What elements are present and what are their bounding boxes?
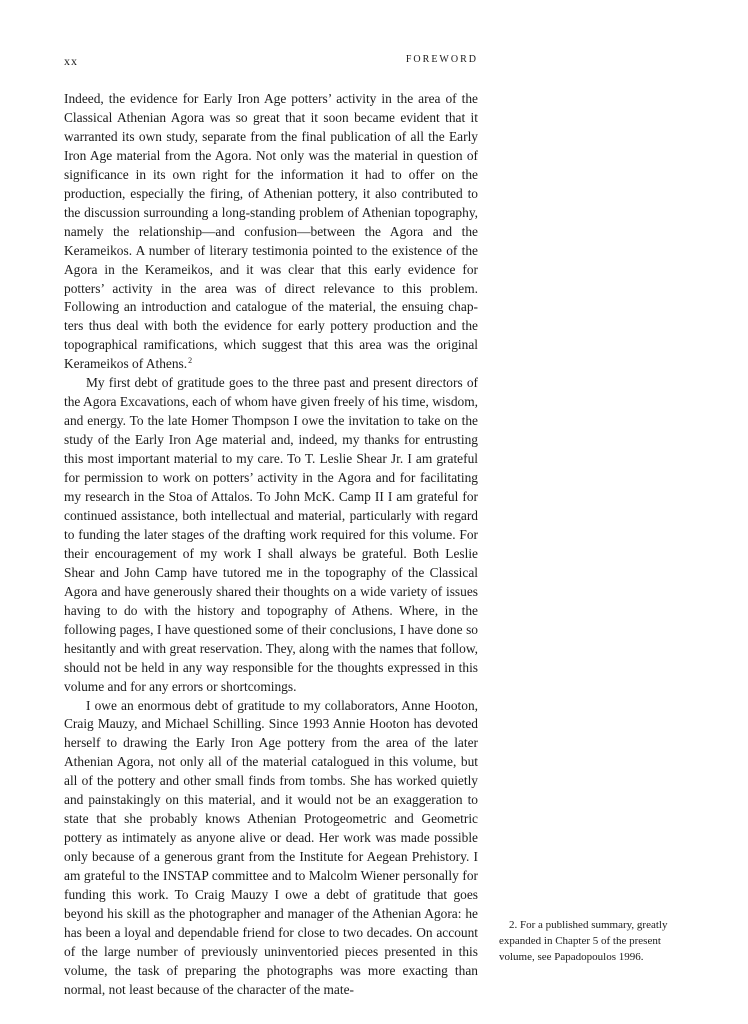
footnote-number: 2. <box>509 919 518 931</box>
footnote <box>499 918 694 965</box>
paragraph-1-text: Indeed, the evidence for Early Iron Age potters’ activity in the area of the Classical Athenian Agora was so great that it soon became evident that it warranted its own study, separate from the final publication of all the Early Iron Age material from the Agora. Not only was the material in question of significance in its own right for the information it had to offer on the production, especially the firing, of Athenian pottery, it also contributed to the discussion surrounding a long-standing problem of Athenian topography, namely the relationship—and confusion—between the Agora and the Kerameikos. A number of literary testimonia pointed to the existence of the Agora in the Kerameikos, and it was clear that this early evidence for potters’ activity in the area was of direct relevance to this problem. Following an introduction and catalogue of the material, the ensuing chapters thus deal with both the evidence for early pottery production and the topographical ramifications, which suggest that this area was the original Kerameikos of Athens. <box>64 91 478 372</box>
paragraph-3: I owe an enormous debt of gratitude to my collaborators, Anne Hooton, Craig Mauzy, and Michael Schilling. Since 1993 Annie Hooton has devoted herself to drawing the Early Iron Age pottery from the area of the later Athenian Agora, not only all of the material catalogued in this volume, but all of the pottery and other small finds from tombs. She has worked quietly and painstakingly on this material, and it would not be an exaggeration to state that she probably knows Athenian Protogeometric and Geometric pottery as intimately as anyone alive or dead. Her work was made possible only because of a generous grant from the Institute for Aegean Prehistory. I am grateful to the INSTAP committee and to Malcolm Wiener personally for funding this work. To Craig Mauzy I owe a debt of gratitude that goes beyond his skill as the photographer and manager of the Athenian Agora: he has been a loyal and dependable friend for close to two decades. On account of the large number of previously uninventoried pieces presented in this volume, the task of preparing the photographs was more exacting than normal, not least because of the character of the mate- <box>64 697 478 997</box>
running-head-title: FOREWORD <box>405 54 478 65</box>
footnote-reference[interactable]: 2 <box>188 356 193 366</box>
page-number: xx <box>64 54 78 68</box>
paragraph-1 <box>64 90 478 374</box>
paragraph-2: My first debt of gratitude goes to the three past and present directors of the Agora Excavations, each of whom have given freely of his time, wisdom, and energy. To the late Homer Thompson I owe the invitation to take on the study of the Early Iron Age material and, indeed, my thanks for entrusting this most important material to my care. To T. Leslie Shear Jr. I am grateful for permission to work on potters’ activity in the Agora and for facilitating my research in the Stoa of Attalos. To John McK. Camp II I am grateful for continued assistance, both intellectual and material, particularly with regard to funding the later stages of the drafting work required for this volume. For their encouragement of my work I shall always be grateful. Both Leslie Shear and John Camp have tutored me in the topography of the Classical Agora and have generously shared their thoughts on a wide variety of issues having to do with the history and topography of Athens. Where, in the following pages, I have questioned some of their conclusions, I have done so hesitantly and with great reservation. They, along with the names that follow, should not be held in any way responsible for the thoughts expressed in this volume and for any errors or shortcomings. <box>64 375 478 694</box>
running-header <box>64 54 478 70</box>
main-text-column <box>64 90 478 1000</box>
footnote-text: For a published summary, greatly expanded in Chapter 5 of the present volume, see Papadopoulos 1996. <box>499 919 668 963</box>
